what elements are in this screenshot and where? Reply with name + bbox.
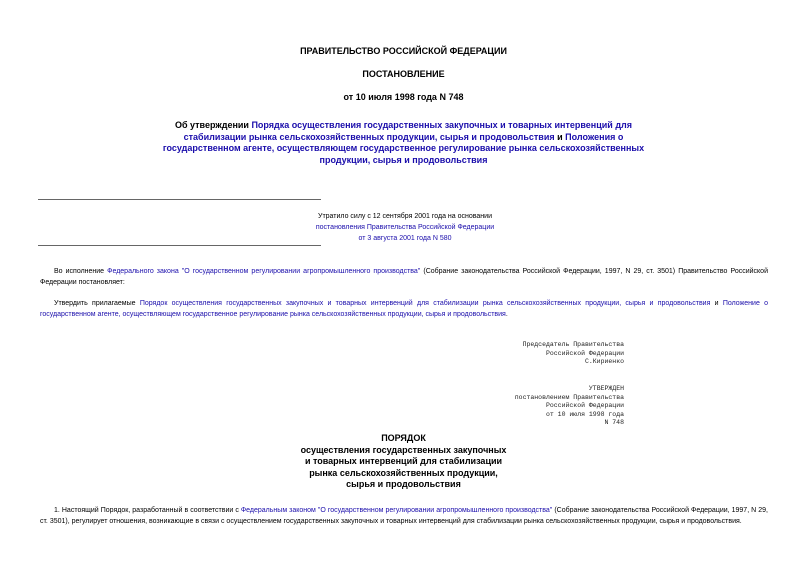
order-title-line-2: осуществления государственных закупочных [300,444,507,455]
signature-line-2: Российской Федерации [545,349,624,357]
p3-before: 1. Настоящий Порядок, разработанный в соответствии с [54,507,241,514]
approved-line-4: от 10 июля 1998 года [545,410,624,418]
signature-line-3: С.Кириенко [584,358,624,366]
approved-line-2: постановлением Правительства [514,393,624,401]
p2-regulation-link[interactable]: Положение о государственном агенте, осуществляющем государственное регулирование рынка сельскохозяйственных продукции, сырья и продовольствия [40,300,769,318]
paragraph-preamble [40,267,768,288]
repeal-link[interactable]: постановления Правительства Российской Федерации [315,224,495,231]
p1-after: (Собрание законодательства Российской Федерации, 1997, N 29, ст. 3501) Правительство Российской Федерации постановляет: [40,268,768,286]
repeal-line-1: Утратило силу с 12 сентября 2001 года на основании [318,213,492,220]
document-title [150,120,657,166]
p2-middle: и [710,300,723,307]
approved-line-5: N 748 [604,419,624,427]
doc-date-number: от 10 июля 1998 года N 748 [343,92,464,102]
doc-type-heading: ПОСТАНОВЛЕНИЕ [362,69,445,79]
divider-top [38,199,321,200]
divider-bottom [38,245,321,246]
approved-line-3: Российской Федерации [545,402,624,410]
repeal-link-date[interactable]: от 3 августа 2001 года N 580 [358,235,452,242]
title-link-regulation[interactable]: Положения о государственном агенте, осуществляющем государственное регулирование рынка сельскохозяйственных продукции, сырья и продовольствия [162,131,645,165]
title-link-order[interactable]: Порядка осуществления государственных закупочных и товарных интервенций для стабилизации рынка сельскохозяйственных продукции, сырья и продовольствия [183,120,633,142]
title-middle: и [554,131,566,142]
p2-order-link[interactable]: Порядок осуществления государственных закупочных и товарных интервенций для стабилизации рынка сельскохозяйственных продукции, сырья и продовольствия [139,300,711,307]
paragraph-approve [40,299,768,320]
title-prefix: Об утверждении [174,120,252,130]
order-title-line-3: и товарных интервенций для стабилизации [304,456,503,466]
p2-after: . [505,310,508,318]
p2-before: Утвердить прилагаемые [54,300,140,307]
approved-block [470,385,624,428]
signature-block [470,341,624,367]
p3-after: (Собрание законодательства Российской Федерации, 1997, N 29, ст. 3501), регулирует отношения, возникающие в связи с осуществлением государственных закупочных и товарных интервенций для стабилизации рынка сельскохозяйственных продукции, сырья и продовольствия. [40,507,768,525]
repeal-note [295,211,515,244]
approved-line-1: УТВЕРЖДЕН [588,385,624,392]
p3-law-link[interactable]: Федеральным законом "О государственном регулировании агропромышленного производства" [240,507,553,514]
order-title-line-1: ПОРЯДОК [381,433,426,443]
order-title [250,433,557,491]
signature-line-1: Председатель Правительства [522,341,624,348]
p1-before: Во исполнение [54,268,108,275]
order-title-line-4: рынка сельскохозяйственных продукции, [309,467,498,478]
paragraph-clause-1 [40,506,768,527]
government-heading: ПРАВИТЕЛЬСТВО РОССИЙСКОЙ ФЕДЕРАЦИИ [300,46,507,56]
p1-law-link[interactable]: Федерального закона "О государственном регулировании агропромышленного производства" [107,268,421,275]
order-title-line-5: сырья и продовольствия [346,479,461,489]
